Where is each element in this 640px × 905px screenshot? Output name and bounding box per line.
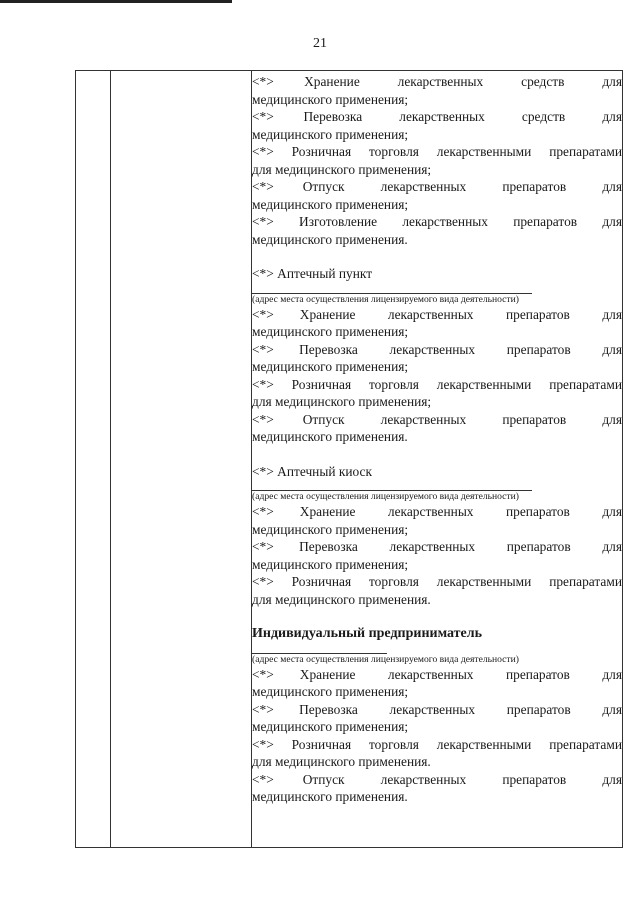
list-item-line: для медицинского применения; (252, 161, 432, 177)
list-item-line: <*> Розничная торговля лекарственными препаратами (252, 376, 622, 392)
list-item-line: медицинского применения; (252, 126, 409, 142)
section-heading: <*> Аптечный киоск (252, 463, 373, 479)
table-cell-activities (252, 71, 623, 848)
section-heading: Индивидуальный предприниматель (252, 626, 483, 641)
table-cell-number (76, 71, 111, 848)
page-number: 21 (313, 36, 327, 51)
list-item-line: <*> Перевозка лекарственных препаратов для (252, 539, 622, 554)
list-item-line: медицинского применения; (252, 359, 409, 374)
list-item-line: <*> Изготовление лекарственных препаратов для (252, 214, 622, 229)
address-caption: (адрес места осуществления лицензируемого вида деятельности) (252, 293, 519, 305)
list-item-line: для медицинского применения. (252, 754, 431, 769)
list-item-line: медицинского применения; (252, 521, 409, 537)
address-caption: (адрес места осуществления лицензируемого вида деятельности) (252, 653, 519, 665)
list-item-line: медицинского применения; (252, 91, 409, 107)
list-item-line: <*> Перевозка лекарственных препаратов для (252, 341, 622, 357)
list-item-line: <*> Отпуск лекарственных препаратов для (252, 411, 622, 427)
table-cell-name (111, 71, 252, 848)
table-row (76, 71, 623, 848)
list-item-line: <*> Розничная торговля лекарственными препаратами (252, 144, 622, 159)
list-item-line: <*> Хранение лекарственных средств для (252, 74, 622, 89)
list-item-line: для медицинского применения; (252, 394, 432, 409)
list-item-line: <*> Перевозка лекарственных средств для (252, 109, 622, 124)
list-item-line: медицинского применения; (252, 719, 409, 734)
list-item-line: <*> Розничная торговля лекарственными препаратами (252, 736, 622, 752)
list-item-line: медицинского применения. (252, 789, 408, 804)
address-caption: (адрес места осуществления лицензируемого вида деятельности) (252, 491, 519, 502)
section-heading: <*> Аптечный пункт (252, 266, 373, 281)
section-pharmacy-point (252, 265, 622, 446)
list-item-line: <*> Хранение лекарственных препаратов для (252, 306, 622, 322)
list-item-line: для медицинского применения. (252, 591, 431, 607)
list-item-line: медицинского применения. (252, 429, 408, 444)
section-individual-entrepreneur (252, 625, 622, 806)
list-item-line: <*> Хранение лекарственных препаратов для (252, 504, 622, 519)
section-main (252, 73, 622, 248)
list-item-line: медицинского применения. (252, 231, 408, 247)
list-item-line: <*> Отпуск лекарственных препаратов для (252, 771, 622, 787)
section-pharmacy-kiosk (252, 463, 622, 609)
list-item-line: <*> Розничная торговля лекарственными препаратами (252, 574, 622, 589)
list-item-line: медицинского применения; (252, 684, 409, 699)
list-item-line: <*> Хранение лекарственных препаратов для (252, 666, 622, 682)
activities-content (252, 71, 622, 806)
list-item-line: медицинского применения; (252, 324, 409, 339)
top-scan-line (0, 0, 232, 3)
list-item-line: медицинского применения; (252, 196, 409, 212)
list-item-line: медицинского применения; (252, 556, 409, 572)
list-item-line: <*> Отпуск лекарственных препаратов для (252, 179, 622, 194)
list-item-line: <*> Перевозка лекарственных препаратов для (252, 701, 622, 717)
license-table (75, 70, 623, 848)
